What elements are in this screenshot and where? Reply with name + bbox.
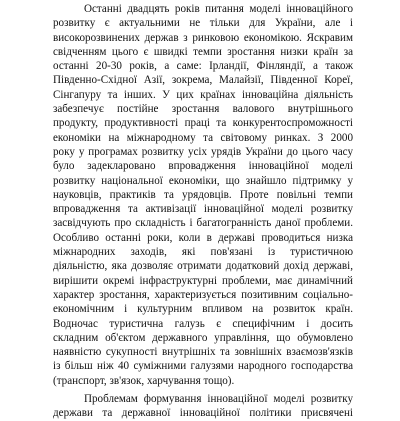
text-line: високорозвинених держав з ринковою економікою. Яскравим (53, 31, 353, 44)
text-line: Водночас туристична галузь є специфічним і досить (53, 317, 353, 330)
text-line: продукту, продуктивності праці та конкурентоспроможності (53, 117, 353, 130)
text-line: року у програмах розвитку усіх урядів України до цього часу (53, 145, 353, 158)
text-line: розвитку національної економіки, що знайшло підтримку у (53, 174, 353, 187)
text-line: держави та державної інноваційної політики присвячені (53, 407, 353, 420)
text-line: наявністю сукупності внутрішніх та зовнішніх взаємозв'язків (53, 346, 353, 359)
text-line: економічним і культурним впливом на розвиток країн. (53, 303, 353, 316)
text-line: науковців, практиків та урядовців. Проте повільні темпи (53, 188, 353, 201)
text-line: із більш ніж 40 суміжними галузями народного господарства (53, 360, 353, 373)
text-line: економіки на міжнародному та світовому ринках. З 2000 (53, 131, 353, 144)
text-line: розвитку є актуальними не тільки для України, але і (53, 17, 353, 30)
text-line: свідченням цього є швидкі темпи зростання низки країн за (53, 45, 353, 58)
text-line: Сінгапуру та інших. У цих країнах інноваційна діяльність (53, 88, 353, 101)
text-line: Проблемам формування інноваційної моделі розвитку (84, 393, 353, 406)
text-line: складним об'єктом державного управління, що обумовлено (53, 331, 353, 344)
text-line: (транспорт, зв'язок, харчування тощо). (53, 374, 235, 387)
text-line: забезпечує постійне зростання валового внутрішнього (53, 103, 353, 116)
text-line: впровадження та активізації інноваційної моделі розвитку (53, 203, 353, 216)
text-line: Особливо останні роки, коли в державі проводиться низка (53, 231, 353, 244)
text-line: характер зростання, характеризується позитивним соціально- (53, 288, 353, 301)
text-line: було задекларовано впровадження інноваційної моделі (53, 160, 353, 173)
text-line: засвідчують про складність і багатогранність даної проблеми. (53, 217, 353, 230)
body-text (53, 2, 353, 421)
text-line: діяльністю, яка дозволяє отримати додатковий дохід державі, (53, 260, 353, 273)
paragraph-1 (53, 2, 353, 388)
text-line: міжнародних заходів, які пов'язані із туристичною (53, 246, 353, 259)
paragraph-2 (53, 392, 353, 421)
text-line: Південно-Східної Азії, зокрема, Малайзії, Південної Кореї, (53, 74, 353, 87)
text-line: вирішити окремі інфраструктурні проблеми, має динамічний (53, 274, 353, 287)
text-line: Останні двадцять років питання моделі інноваційного (84, 3, 353, 15)
text-line: останні 20-30 років, а саме: Ірландії, Фінляндії, а також (53, 60, 353, 73)
